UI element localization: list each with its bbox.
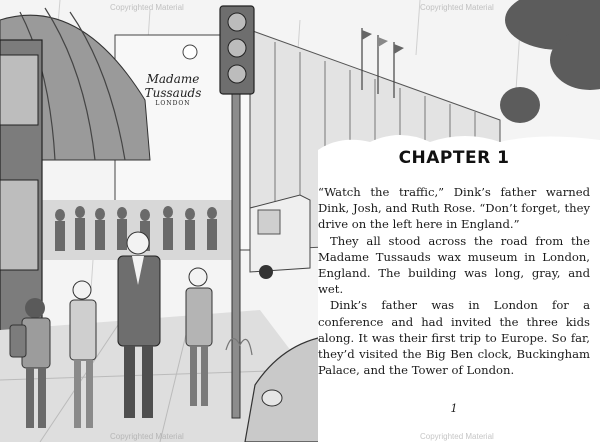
watermark: Copyrighted Material [110, 3, 184, 12]
chapter-title: CHAPTER 1 [398, 148, 510, 168]
watermark: Copyrighted Material [110, 432, 184, 441]
museum-sign-line2: Tussauds [144, 86, 202, 100]
paragraph: “Watch the traffic,” Dink’s father warned Dink, Josh, and Ruth Rose. “Don’t forget, they drive on the left here in England.” [318, 185, 590, 232]
chapter-body [318, 184, 590, 378]
museum-sign-line3: LONDON [155, 100, 191, 107]
paragraph: Dink’s father was in London for a conference and had invited the three kids along. It was their first trip to Europe. So far, they’d visited the Big Ben clock, Buckingham Palace, and the Tower of London. [318, 298, 590, 378]
watermark: Copyrighted Material [420, 3, 494, 12]
museum-sign [128, 72, 218, 107]
watermark: Copyrighted Material [420, 432, 494, 441]
museum-sign-line1: Madame [146, 72, 200, 86]
chapter-text-panel [318, 148, 590, 428]
paragraph: They all stood across the road from the Madame Tussauds wax museum in London, England. The building was long, gray, and wet. [318, 233, 590, 297]
page-number: 1 [450, 402, 458, 415]
